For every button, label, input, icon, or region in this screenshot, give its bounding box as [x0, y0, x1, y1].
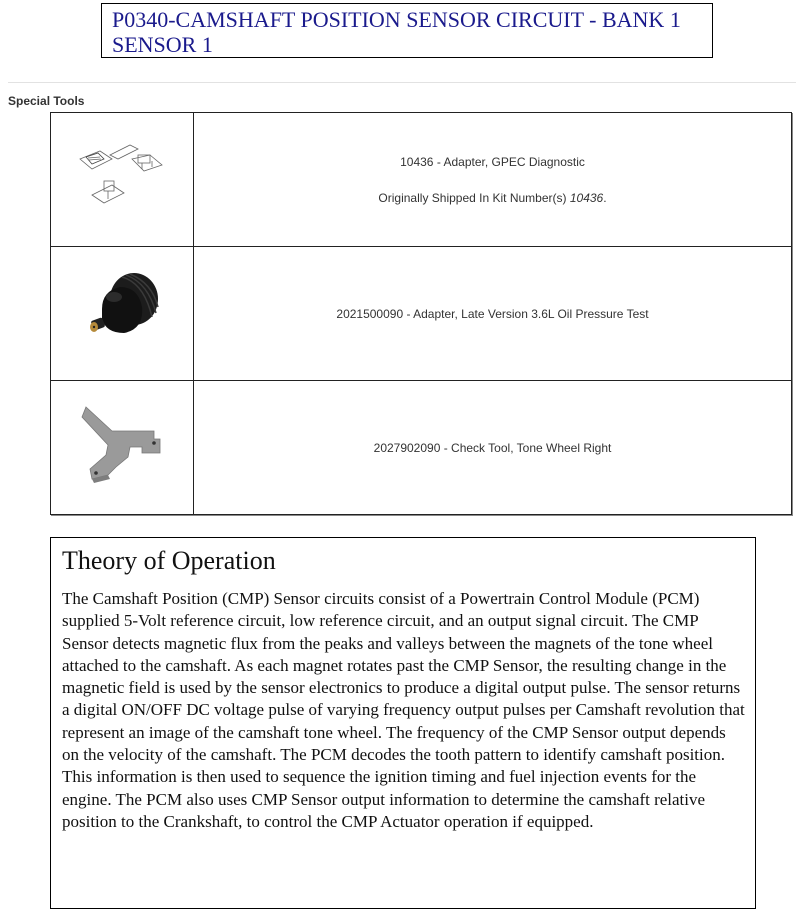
tool-image-cell: [51, 113, 194, 247]
table-row: [51, 113, 792, 247]
special-tools-table: [50, 112, 792, 515]
theory-title: Theory of Operation: [62, 546, 276, 575]
tool-image-cell: [51, 381, 194, 515]
special-tools-label: Special Tools: [8, 94, 85, 108]
divider: [8, 82, 796, 83]
theory-of-operation-section: [50, 537, 756, 909]
tool-description: 2027902090 - Check Tool, Tone Wheel Right: [373, 440, 612, 455]
oil-pressure-adapter-image-icon: [72, 261, 172, 361]
tool-description-cell: [194, 247, 792, 381]
kit-number: 10436: [569, 190, 604, 205]
tone-wheel-check-tool-image-icon: [72, 395, 172, 495]
tool-description: 2021500090 - Adapter, Late Version 3.6L Oil Pressure Test: [336, 306, 649, 321]
page-title: P0340-CAMSHAFT POSITION SENSOR CIRCUIT - BANK 1 SENSOR 1: [101, 3, 713, 58]
gpec-adapter-image-icon: [72, 137, 172, 217]
kit-info: [194, 191, 791, 205]
kit-suffix: .: [603, 190, 607, 205]
tool-description-cell: [194, 113, 792, 247]
table-row: [51, 381, 792, 515]
theory-body: The Camshaft Position (CMP) Sensor circuits consist of a Powertrain Control Module (PCM) supplied 5-Volt reference circuit, low reference circuit, and an output signal circuit. The CMP Sensor detects magnetic flux from the peaks and valleys between the magnets of the tone wheel attached to the camshaft. As each magnet rotates past the CMP Sensor, the resulting change in the magnetic field is used by the sensor electronics to produce a digital output pulse. The sensor returns a digital ON/OFF DC voltage pulse of varying frequency output pulses per Camshaft revolution that represent an image of the camshaft tone wheel. The frequency of the CMP Sensor output depends on the velocity of the camshaft. The PCM decodes the tooth pattern to identify camshaft position. This information is then used to sequence the ignition timing and fuel injection events for the engine. The PCM also uses CMP Sensor output information to determine the camshaft relative position to the Crankshaft, to control the CMP Actuator operation if equipped.: [62, 589, 745, 831]
kit-prefix: Originally Shipped In Kit Number(s): [378, 190, 570, 205]
tool-image-cell: [51, 247, 194, 381]
tool-description: 10436 - Adapter, GPEC Diagnostic: [400, 154, 585, 169]
table-row: [51, 247, 792, 381]
tool-description-cell: [194, 381, 792, 515]
